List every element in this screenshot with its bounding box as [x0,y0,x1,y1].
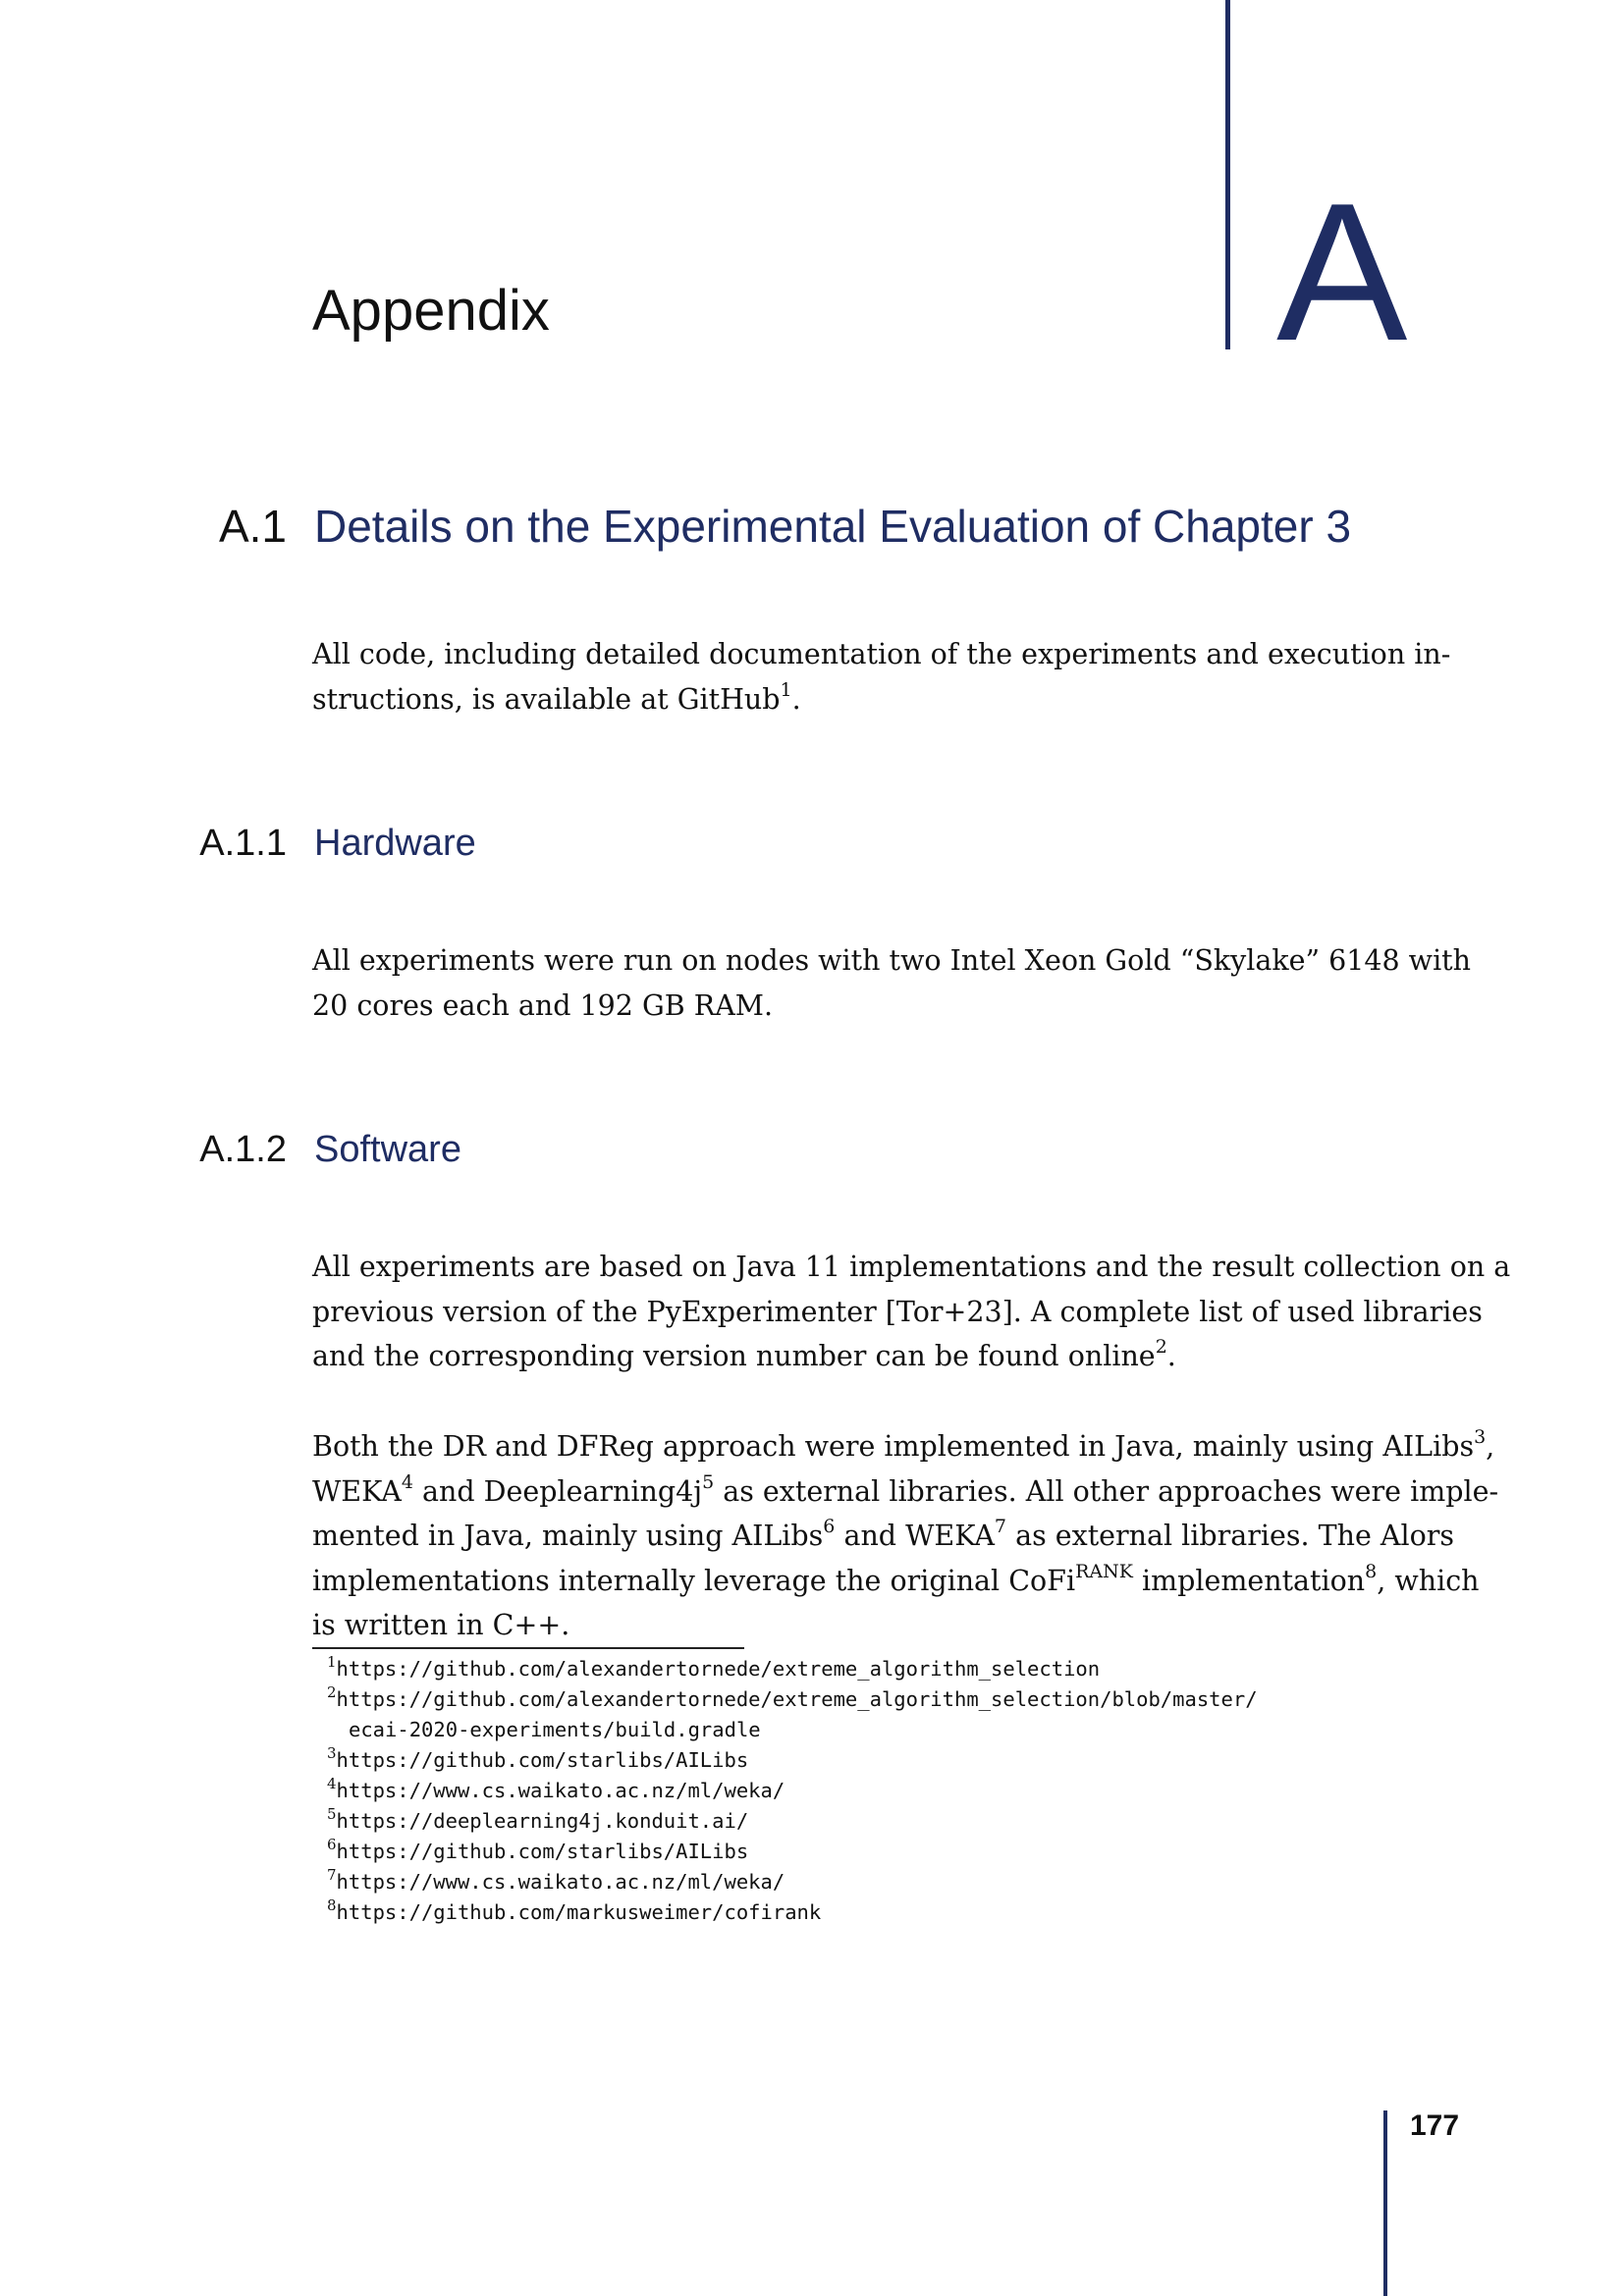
hardware-line-2: 20 cores each and 192 GB RAM. [312,988,774,1022]
software-p2-line-3 [312,1514,1454,1559]
intro-line-2-text: structions, is available at GitHub [312,682,781,716]
page-number: 177 [1410,2109,1460,2142]
page-number-rule [1383,2110,1387,2296]
footnote-link[interactable]: https://github.com/alexandertornede/extreme_algorithm_selection/blob/master/ [336,1687,1258,1711]
footnote-2-continuation[interactable]: ecai-2020-experiments/build.gradle [349,1718,761,1741]
chapter-letter: A [1276,163,1408,382]
intro-line-1: All code, including detailed documentation of the experiments and execution in- [312,638,1451,670]
software-p2-line-4-b: implementation [1132,1564,1366,1597]
software-p2-line-2-a: WEKA [312,1474,402,1508]
software-p2-line-2-c: as external libraries. All other approaches were imple- [714,1474,1499,1508]
software-p2-line-2 [312,1469,1499,1515]
subsection-number-software: A.1.2 [199,1129,287,1170]
footnote-link[interactable]: https://github.com/starlibs/AILibs [336,1748,749,1772]
intro-line-2 [312,677,1392,722]
software-paragraph-1 [312,1245,1511,1379]
software-p1-line-3-end: . [1166,1340,1176,1372]
footnote-ref-6[interactable]: 6 [823,1516,836,1537]
footnote-rule [312,1647,744,1649]
software-p1-line-3 [312,1334,1392,1379]
footnote-link[interactable]: https://github.com/alexandertornede/extreme_algorithm_selection [336,1657,1101,1681]
footnote-ref-2[interactable]: 2 [1155,1336,1167,1358]
footnote-marker: 1 [327,1653,337,1671]
footnote-4 [327,1776,1258,1806]
footnote-5 [327,1806,1258,1837]
subsection-number-hardware: A.1.1 [199,823,287,864]
footnote-marker: 4 [327,1775,337,1792]
software-p2-line-3-a: mented in Java, mainly using AILibs [312,1520,824,1552]
software-p2-line-1-end: , [1486,1430,1495,1463]
software-p1-line-3-text: and the corresponding version number can be found online [312,1340,1156,1372]
footnote-link[interactable]: https://www.cs.waikato.ac.nz/ml/weka/ [336,1779,785,1802]
chapter-title: Appendix [312,279,550,343]
software-p2-line-3-c: as external libraries. The Alors [1006,1520,1454,1552]
footnote-ref-5[interactable]: 5 [702,1470,715,1493]
software-p2-line-4-c: , which [1377,1564,1480,1597]
footnote-link[interactable]: https://www.cs.waikato.ac.nz/ml/weka/ [336,1870,785,1894]
footnote-ref-3[interactable]: 3 [1474,1426,1487,1448]
section-title: Details on the Experimental Evaluation of Chapter 3 [314,501,1352,552]
intro-line-2-end: . [791,682,801,716]
software-p1-line-1: All experiments are based on Java 11 implementations and the result collection on a [312,1251,1511,1283]
footnote-link[interactable]: https://github.com/starlibs/AILibs [336,1840,749,1863]
software-paragraph-2 [312,1424,1499,1648]
footnote-1 [327,1654,1258,1684]
software-p2-line-5: is written in C++. [312,1609,570,1641]
footnote-ref-4[interactable]: 4 [401,1470,413,1493]
footnote-3 [327,1745,1258,1776]
software-p2-line-1-text: Both the DR and DFReg approach were implemented in Java, mainly using AILibs [312,1430,1475,1463]
footnote-6 [327,1837,1258,1867]
footnote-8 [327,1897,1258,1928]
section-intro-paragraph [312,632,1451,721]
footnote-2 [327,1684,1258,1715]
hardware-paragraph [312,938,1471,1028]
footnote-link[interactable]: https://deeplearning4j.konduit.ai/ [336,1809,749,1833]
chapter-rule [1225,0,1230,349]
software-p2-line-1 [312,1424,1495,1469]
rank-superscript: RANK [1075,1560,1133,1582]
footnote-marker: 6 [327,1836,337,1853]
footnote-marker: 5 [327,1805,337,1823]
software-p2-line-2-b: and Deeplearning4j [412,1474,703,1508]
software-p2-line-4 [312,1559,1480,1604]
footnote-marker: 7 [327,1866,337,1884]
footnote-7 [327,1867,1258,1897]
hardware-line-1: All experiments were run on nodes with two Intel Xeon Gold “Skylake” 6148 with [312,944,1471,977]
subsection-title-hardware: Hardware [314,823,476,864]
footnote-marker: 8 [327,1896,337,1914]
footnote-marker: 2 [327,1683,337,1701]
footnote-ref-1[interactable]: 1 [780,678,792,701]
software-p2-line-4-a: implementations internally leverage the original CoFi [312,1564,1076,1597]
footnotes [327,1654,1258,1928]
footnote-link[interactable]: https://github.com/markusweimer/cofirank [336,1900,822,1924]
software-p1-line-2: previous version of the PyExperimenter [Tor+23]. A complete list of used libraries [312,1295,1483,1328]
footnote-ref-7[interactable]: 7 [994,1516,1007,1537]
footnote-ref-8[interactable]: 8 [1365,1560,1378,1582]
subsection-title-software: Software [314,1129,461,1170]
software-p2-line-3-b: and WEKA [835,1520,995,1552]
section-number: A.1 [218,501,287,552]
footnote-marker: 3 [327,1744,337,1762]
